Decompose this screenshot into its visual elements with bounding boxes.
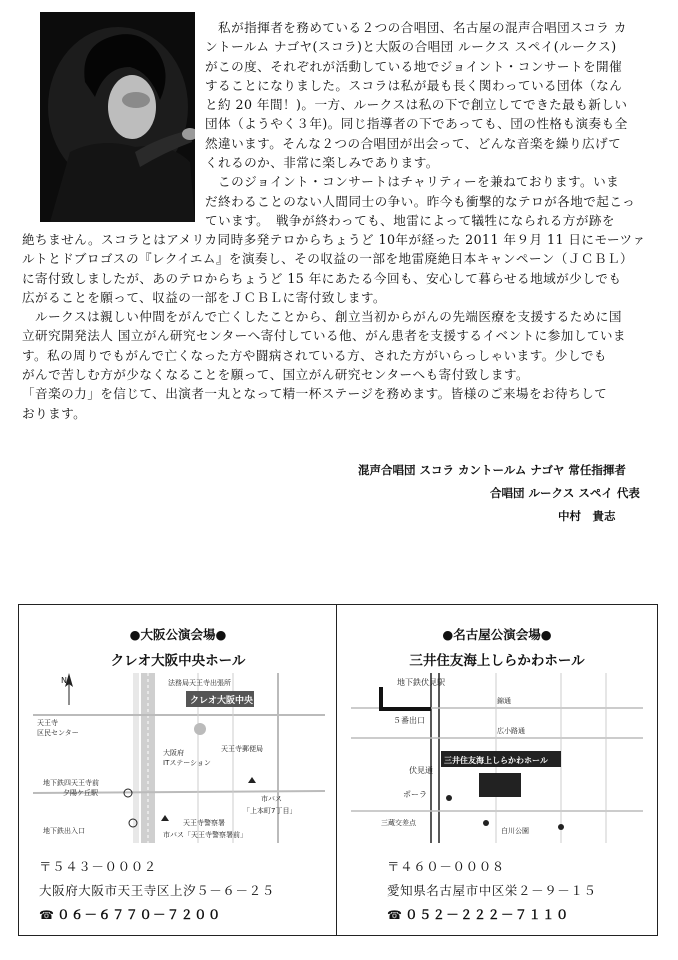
text-line: ルークスは親しい仲間をがんで亡くしたことから、創立当初からがんの先端医療を支援するために国: [22, 309, 622, 325]
signature-title-1: 混声合唱団 スコラ カントールム ナゴヤ 常任指揮者: [358, 463, 626, 477]
osaka-map-exit-label: 地下鉄出入口: [43, 827, 85, 835]
osaka-map-ward-label-2: 区民センター: [37, 729, 79, 737]
letter-full-paragraph: [22, 230, 662, 423]
osaka-venue-name: クレオ大阪中央ホール: [110, 653, 246, 669]
nagoya-map-misono-label: 三蔵交差点: [381, 819, 416, 827]
osaka-map-busstop-label: 「上本町7丁目」: [243, 807, 297, 815]
osaka-venue-box: [18, 604, 338, 936]
text-line: 私が指揮者を務めている２つの合唱団、名古屋の混声合唱団スコラ カ: [205, 20, 627, 35]
nagoya-map-park-label: 白川公園: [501, 827, 529, 835]
osaka-map: [33, 673, 325, 843]
nagoya-map-hirokoji-label: 広小路通: [497, 727, 525, 735]
text-line: 広がることを願って、収益の一部をＪＣＢＬに寄付致します。: [22, 289, 386, 305]
landmark-marker: [558, 824, 564, 830]
text-line: がこの度、それぞれが活動している地でジョイント・コンサートを開催: [205, 58, 623, 74]
pola-marker: [446, 795, 452, 801]
signature-title-2: 合唱団 ルークス スペイ 代表: [490, 486, 640, 500]
nagoya-venue-name: 三井住友海上しらかわホール: [409, 653, 585, 669]
text-line: このジョイント・コンサートはチャリティーを兼ねております。いま: [205, 174, 620, 190]
conductor-photo: [40, 12, 195, 222]
signature-name: 中村 貴志: [558, 509, 616, 523]
text-line: 然違います。そんな２つの合唱団が出会って、どんな音楽を繰り広げて: [205, 135, 622, 151]
text-line: 立研究開発法人 国立がん研究センターへ寄付している他、がん患者を支援するイベントに参加していま: [22, 328, 626, 344]
nagoya-phone: [387, 905, 570, 923]
osaka-map-bus-label: 市バス: [261, 795, 282, 803]
nagoya-map-station-label: 地下鉄伏見駅: [397, 678, 445, 687]
text-line: おります。: [22, 405, 87, 421]
nagoya-map-exit-label: ５番出口: [393, 716, 425, 725]
osaka-phone: [39, 905, 222, 923]
nagoya-hall-building: [479, 773, 521, 797]
text-line: 絶ちません。スコラとはアメリカ同時多発テロからちょうど 10年が経った 2011 年９月 11 日にモーツァ: [22, 232, 646, 247]
nagoya-map: [351, 673, 643, 843]
text-line: に寄付致しましたが、あのテロからちょうど 15 年にあたる今回も、安心して暮らせる地域が少しでも: [22, 270, 622, 286]
osaka-map-it-label: ITステーション: [163, 759, 211, 767]
osaka-map-police-label: 天王寺警察署: [183, 819, 225, 827]
osaka-map-station-label: 地下鉄四天王寺前: [43, 779, 99, 787]
letter-wrapped-paragraph: [205, 18, 660, 230]
osaka-map-ward-label: 天王寺: [37, 719, 58, 727]
north-label: N: [61, 676, 67, 685]
osaka-map-osakafu-label: 大阪府: [163, 749, 184, 757]
nagoya-venue-heading: ●名古屋公演会場●: [442, 627, 552, 642]
text-line: 団体（ようやく３年)。同じ指導者の下であっても、団の性格も演奏も全: [205, 116, 628, 132]
nagoya-phone-number: ０５２－２２２－７１１０: [405, 907, 570, 922]
text-line: ルトとドブロゴスの『レクイエム』を演奏し、その収益の一部を地雷廃絶日本キャンペーン（ＪＣＢＬ）: [22, 251, 634, 267]
telephone-icon: ☎: [39, 908, 56, 922]
text-line: 「音楽の力」を信じて、出演者一丸となって精一杯ステージを務めます。皆様のご来場をお待ちして: [22, 386, 608, 402]
nagoya-map-nishiki-label: 錦通: [497, 697, 511, 705]
nagoya-map-pola-label: ポーラ: [403, 790, 427, 799]
text-line: ントールム ナゴヤ(スコラ)と大阪の合唱団 ルークス スペイ(ルークス): [205, 39, 617, 55]
landmark-marker: [483, 820, 489, 826]
nagoya-map-fushimi-label: 伏見通: [409, 766, 433, 775]
osaka-map-hall-label: クレオ大阪中央: [190, 696, 254, 706]
osaka-address: 大阪府大阪市天王寺区上汐５－６－２５: [39, 883, 275, 898]
telephone-icon: ☎: [387, 908, 404, 922]
text-line: と約 20 年間！)。一方、ルークスは私の下で創立してできた最も新しい: [205, 97, 628, 113]
text-line: することになりました。スコラは私が最も長く関わっている団体（なん: [205, 77, 623, 93]
nagoya-postal-code: 〒４６０－０００８: [387, 859, 505, 874]
hall-circle-marker: [194, 723, 206, 735]
osaka-map-post-label: 天王寺郵便局: [221, 745, 263, 753]
osaka-postal-code: 〒５４３－０００２: [39, 859, 157, 874]
osaka-map-temple-label: 法務局天王寺出張所: [168, 679, 231, 687]
nagoya-map-hall-label: 三井住友海上しらかわホール: [444, 756, 548, 765]
text-line: だ終わることのない人間同士の争い。昨今も衝撃的なテロが各地で起こっ: [205, 193, 636, 209]
osaka-map-station-label-2: 夕陽ケ丘駅: [63, 789, 98, 797]
text-line: がんで苦しむ方が少なくなることを願って、国立がん研究センターへも寄付致します。: [22, 367, 529, 383]
osaka-map-police-bus-label: 市バス「天王寺警察署前」: [163, 831, 247, 839]
nagoya-venue-box: [336, 604, 658, 936]
text-line: す。私の周りでもがんで亡くなった方や闘病されている方、された方がいらっしゃいます。少しでも: [22, 347, 607, 363]
text-line: くれるのか、非常に楽しみであります。: [205, 155, 439, 171]
osaka-venue-heading: ●大阪公演会場●: [129, 627, 227, 642]
nagoya-address: 愛知県名古屋市中区栄２－９－１５: [387, 883, 597, 898]
conductor-photo-illustration: [40, 12, 195, 222]
text-line: ています。 戦争が終わっても、地雷によって犠牲になられる方が跡を: [205, 212, 615, 228]
osaka-phone-number: ０６－６７７０－７２００: [57, 907, 222, 922]
